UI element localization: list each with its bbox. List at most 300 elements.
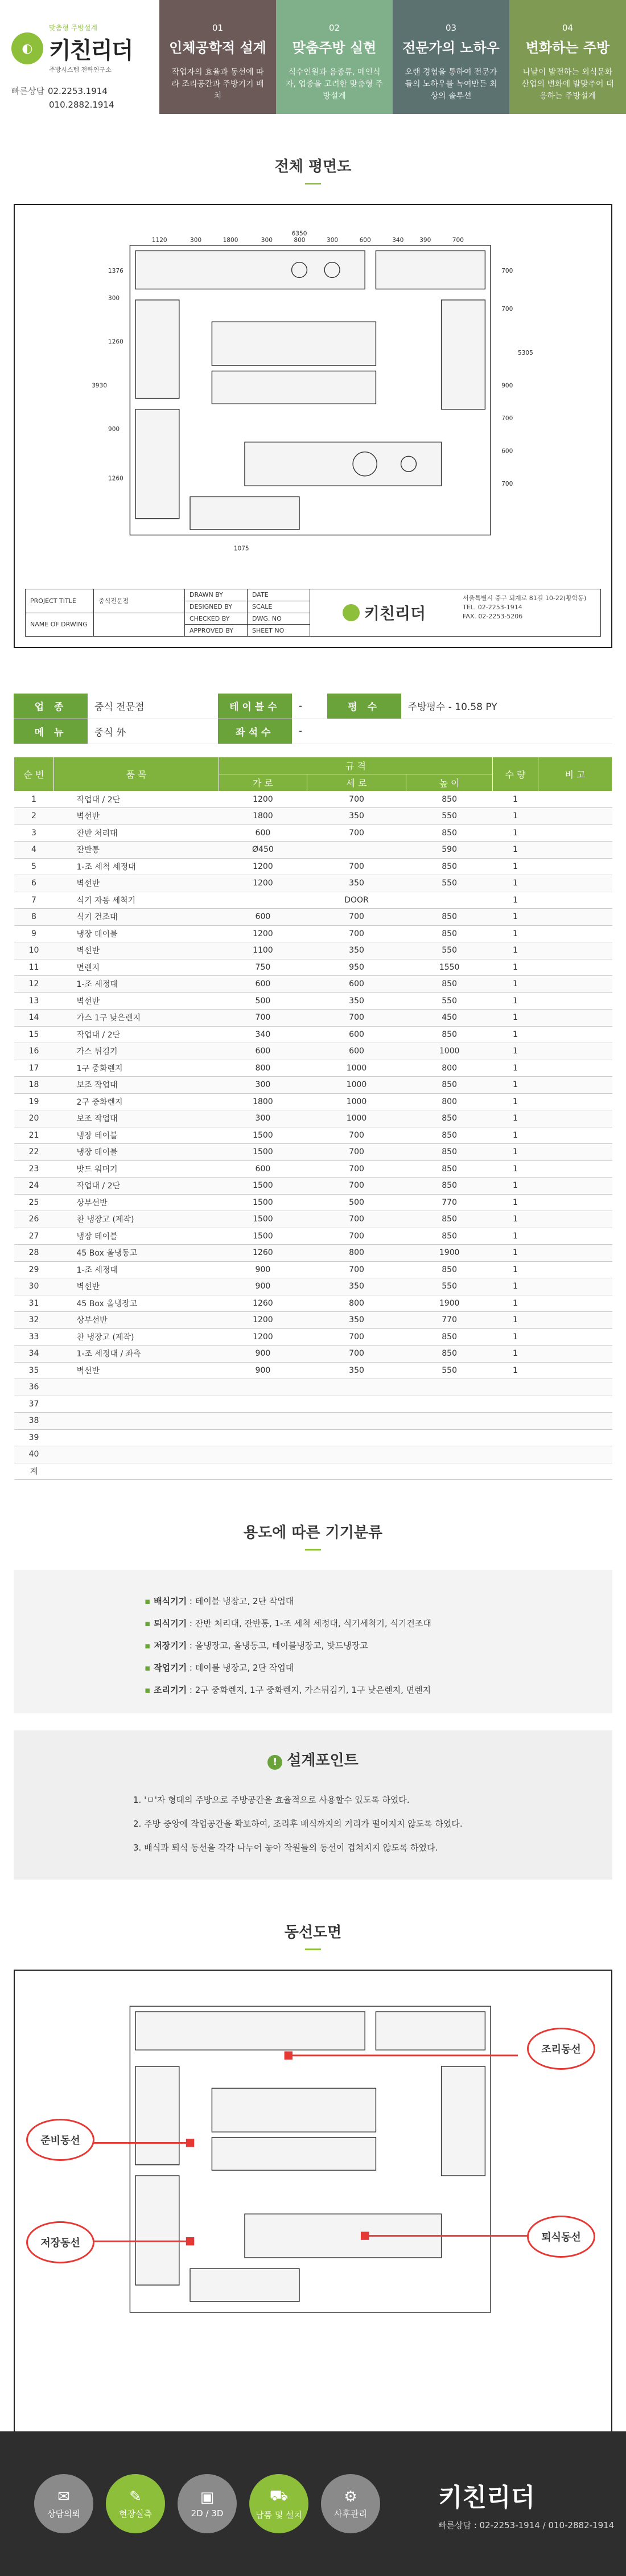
cell-height: 850 [406, 976, 493, 993]
exit-flow-tag: 퇴식동선 [527, 2216, 595, 2258]
cell-depth: 350 [307, 992, 406, 1010]
cell-note [538, 842, 612, 859]
cell-no: 16 [14, 1043, 54, 1060]
cell-name: 1-조 세정대 / 좌측 [54, 1346, 219, 1363]
flow-marker [187, 2140, 193, 2147]
phone-2[interactable]: 010.2882.1914 [49, 100, 114, 110]
cell-note [538, 1312, 612, 1329]
cell-qty: 1 [493, 875, 538, 892]
truck-icon: ⛟ [269, 2487, 289, 2504]
cell-depth [307, 1429, 406, 1446]
center-island-bottom [212, 371, 376, 404]
cell-note [538, 1463, 612, 1480]
cell-depth: 600 [307, 976, 406, 993]
cell-note [538, 942, 612, 959]
dim-left: 300 [108, 294, 120, 302]
chat-icon: ✉ [57, 2488, 70, 2505]
cell-width [219, 1463, 307, 1480]
usage-section-title: 용도에 따른 기기분류 [0, 1521, 626, 1550]
drawing-label: NAME OF DRWING [30, 621, 88, 629]
cell-height [406, 1446, 493, 1463]
cell-note [538, 1060, 612, 1077]
cell-width: 700 [219, 1010, 307, 1027]
cell-height: 1000 [406, 1043, 493, 1060]
dim-right: 700 [501, 267, 513, 274]
footer-measure[interactable] [106, 2474, 165, 2533]
cook-flow-tag: 조리동선 [527, 2028, 595, 2070]
usage-line [145, 1679, 612, 1701]
usage-label: 배식기기 [154, 1596, 187, 1606]
exclamation-icon: ! [267, 1755, 282, 1770]
cell-depth: 700 [307, 1328, 406, 1346]
cell-note [538, 1328, 612, 1346]
cell-no: 6 [14, 875, 54, 892]
cell-width: 800 [219, 1060, 307, 1077]
cell-depth: 350 [307, 875, 406, 892]
cell-no: 19 [14, 1093, 54, 1110]
step-title: 전문가의 노하우 [402, 40, 500, 56]
spec-body [14, 791, 612, 1480]
cell-note [538, 1261, 612, 1278]
cell-width: 750 [219, 959, 307, 976]
cell-name: 잔반통 [54, 842, 219, 859]
right-counter [442, 300, 485, 409]
cell-note [538, 1346, 612, 1363]
step-title: 맞춤주방 실현 [292, 40, 377, 56]
contact-info [11, 84, 148, 112]
cell-width: 600 [219, 825, 307, 842]
cell-note [538, 875, 612, 892]
cell-height [406, 1379, 493, 1396]
cell-note [538, 1228, 612, 1245]
step-title: 변화하는 주방 [525, 40, 610, 56]
brand-block [0, 0, 159, 114]
table-row [14, 1178, 612, 1195]
step-desc: 식수인원과 음종류, 메인식자, 업종을 고려한 맞춤형 주방설계 [285, 68, 383, 101]
cell-name: 가스 튀김기 [54, 1043, 219, 1060]
cell-depth [307, 842, 406, 859]
biz-value: 중식 전문점 [88, 694, 218, 719]
cell-depth: 700 [307, 1127, 406, 1144]
cell-height: 850 [406, 1077, 493, 1094]
cell-depth [307, 1446, 406, 1463]
cell-name: 냉장 테이블 [54, 1228, 219, 1245]
cell-no: 20 [14, 1110, 54, 1127]
designed-by: DESIGNED BY [185, 601, 247, 613]
plan-section-title: 전체 평면도 [0, 155, 626, 184]
dim-top: 300 [190, 237, 202, 244]
area-label: 평 수 [327, 694, 401, 719]
floor-plan-svg [26, 216, 600, 569]
flow-marker [187, 2238, 193, 2245]
cell-note [538, 1093, 612, 1110]
cell-qty: 1 [493, 791, 538, 808]
cell-name: 45 Box 올냉장고 [54, 1295, 219, 1312]
usage-text: : 잔반 처리대, 잔반통, 1-조 세척 세정대, 식기세척기, 식기건조대 [187, 1618, 431, 1629]
step-desc: 작업자의 효율과 동선에 따라 조리공간과 주방기기 배치 [171, 68, 264, 101]
cell-qty: 1 [493, 892, 538, 909]
cell-note [538, 1446, 612, 1463]
cell-depth: 700 [307, 825, 406, 842]
cell-width: 500 [219, 992, 307, 1010]
table-row [14, 959, 612, 976]
cell-qty: 1 [493, 909, 538, 926]
project-value: 중식전문점 [94, 589, 184, 613]
cell-name [54, 1429, 219, 1446]
cell-no: 12 [14, 976, 54, 993]
cell-name: 냉장 테이블 [54, 925, 219, 942]
left-storage [135, 409, 179, 519]
cell-no: 11 [14, 959, 54, 976]
table-label: 테이블수 [218, 694, 292, 719]
cell-qty: 1 [493, 1178, 538, 1195]
equipment-spec-table [14, 757, 612, 1480]
cell-width: 1500 [219, 1144, 307, 1161]
menu-value: 중식 外 [88, 719, 218, 744]
cell-qty: 1 [493, 1093, 538, 1110]
cell-width: 1500 [219, 1194, 307, 1211]
cell-depth: 800 [307, 1295, 406, 1312]
table-row [14, 1245, 612, 1262]
footer-consult[interactable] [34, 2474, 93, 2533]
footer-2d3d[interactable] [178, 2474, 237, 2533]
table-row [14, 1211, 612, 1228]
dim-right: 900 [501, 382, 513, 389]
table-row [14, 1060, 612, 1077]
cell-width: 1260 [219, 1245, 307, 1262]
cell-depth: 700 [307, 1346, 406, 1363]
cell-name: 45 Box 올냉동고 [54, 1245, 219, 1262]
bottom-counter [190, 497, 299, 530]
table-row [14, 1010, 612, 1027]
cell-height: 850 [406, 1261, 493, 1278]
cell-no: 22 [14, 1144, 54, 1161]
cell-note [538, 1211, 612, 1228]
dim-top: 300 [261, 237, 273, 244]
cell-width: 900 [219, 1261, 307, 1278]
cell-height: 550 [406, 808, 493, 825]
cell-height [406, 1429, 493, 1446]
cell-note [538, 1144, 612, 1161]
dim-left: 1260 [108, 338, 123, 346]
cell-depth: 700 [307, 909, 406, 926]
cell-depth: 700 [307, 925, 406, 942]
cell-note [538, 1396, 612, 1413]
title-block-logo [310, 589, 458, 636]
footer-aftercare[interactable] [321, 2474, 380, 2533]
cell-width [219, 1429, 307, 1446]
cell-qty [493, 1413, 538, 1430]
flow-svg [26, 1982, 600, 2369]
table-value: - [292, 694, 327, 719]
bullet-icon: ▪ [145, 1596, 151, 1606]
dim-bottom: 1075 [233, 545, 249, 552]
checked-by: CHECKED BY [185, 613, 247, 625]
cell-height: 850 [406, 1110, 493, 1127]
cell-height: 770 [406, 1194, 493, 1211]
area-value: 주방평수 - 10.58 PY [401, 694, 612, 719]
cell-depth: 350 [307, 1312, 406, 1329]
dim-top: 390 [419, 237, 431, 244]
step-desc: 나날이 발전하는 외식문화 산업의 변화에 발맞추어 대응하는 주방설계 [521, 68, 614, 101]
cell-qty: 1 [493, 1278, 538, 1295]
dim-right: 600 [501, 448, 513, 455]
footer-label: 납품 및 설치 [256, 2509, 302, 2520]
cell-qty: 1 [493, 925, 538, 942]
table-row [14, 1144, 612, 1161]
menu-label: 메 뉴 [14, 719, 88, 744]
cell-width: 1500 [219, 1127, 307, 1144]
cell-width: 1200 [219, 925, 307, 942]
cell-no: 30 [14, 1278, 54, 1295]
tel: TEL. 02-2253-1914 [463, 604, 522, 611]
cell-name: 2구 중화렌지 [54, 1093, 219, 1110]
cell-depth: 350 [307, 1362, 406, 1379]
cell-height: 850 [406, 1328, 493, 1346]
table-row [14, 1379, 612, 1396]
dim-right: 700 [501, 306, 513, 313]
cell-width: 1800 [219, 1093, 307, 1110]
table-row [14, 892, 612, 909]
cell-note [538, 959, 612, 976]
table-row [14, 1077, 612, 1094]
sheet-no-field: SHEET NO [252, 626, 285, 634]
cell-qty: 1 [493, 1010, 538, 1027]
cell-name: 밧드 워머기 [54, 1160, 219, 1178]
table-row [14, 1110, 612, 1127]
phone-1[interactable]: 02.2253.1914 [47, 86, 108, 96]
cell-qty [493, 1429, 538, 1446]
cell-no: 39 [14, 1429, 54, 1446]
cell-height [406, 1396, 493, 1413]
fax: FAX. 02-2253-5206 [463, 613, 523, 620]
cell-width [219, 1446, 307, 1463]
cell-width: 1200 [219, 791, 307, 808]
cell-qty: 1 [493, 1160, 538, 1178]
cell-height: 550 [406, 992, 493, 1010]
cell-qty: 1 [493, 1060, 538, 1077]
cell-width: Ø450 [219, 842, 307, 859]
flow-marker [361, 2233, 368, 2239]
usage-box [14, 1570, 612, 1713]
cell-depth: 350 [307, 942, 406, 959]
cell-height [406, 892, 493, 909]
cell-no: 9 [14, 925, 54, 942]
cube-icon: ▣ [200, 2489, 215, 2506]
footer-bar [0, 2431, 626, 2576]
step-2 [276, 0, 393, 114]
dim-top: 700 [452, 237, 464, 244]
header-depth: 세 로 [307, 774, 406, 791]
cell-note [538, 925, 612, 942]
table-row [14, 1194, 612, 1211]
cell-width: 1260 [219, 1295, 307, 1312]
cell-no: 10 [14, 942, 54, 959]
cell-name: 벽선반 [54, 1278, 219, 1295]
cell-depth [307, 1379, 406, 1396]
cell-no: 38 [14, 1413, 54, 1430]
cell-width: 1200 [219, 858, 307, 875]
cell-width: 900 [219, 1278, 307, 1295]
cell-note [538, 1077, 612, 1094]
header-height: 높 이 [406, 774, 493, 791]
dim-left: 3930 [92, 382, 108, 389]
cell-name: 상부선반 [54, 1312, 219, 1329]
title-block-address [458, 589, 600, 636]
cell-no: 27 [14, 1228, 54, 1245]
cell-depth: DOOR [307, 892, 406, 909]
table-row [14, 825, 612, 842]
cell-width: 300 [219, 1110, 307, 1127]
table-row [14, 1429, 612, 1446]
brand-name: 키친리더 [49, 38, 133, 64]
cell-name [54, 1446, 219, 1463]
bullet-icon: ▪ [145, 1663, 151, 1673]
cell-note [538, 1178, 612, 1195]
cell-no: 2 [14, 808, 54, 825]
footer-install[interactable] [249, 2474, 308, 2533]
cell-qty [493, 1379, 538, 1396]
logo-mark-icon: ◐ [11, 32, 43, 64]
cell-height: 1900 [406, 1295, 493, 1312]
table-row [14, 1312, 612, 1329]
cell-qty: 1 [493, 1077, 538, 1094]
cell-name: 식기 자동 세척기 [54, 892, 219, 909]
cell-no: 37 [14, 1396, 54, 1413]
cell-height: 550 [406, 1278, 493, 1295]
cell-note [538, 1160, 612, 1178]
dish-line [245, 442, 442, 486]
cell-name: 작업대 / 2단 [54, 791, 219, 808]
cell-qty [493, 1446, 538, 1463]
table-row [14, 808, 612, 825]
cell-note [538, 1110, 612, 1127]
project-label: PROJECT TITLE [26, 589, 93, 613]
cell-no: 25 [14, 1194, 54, 1211]
cell-depth: 800 [307, 1245, 406, 1262]
footer-contact[interactable]: 빠른상담 : 02-2253-1914 / 010-2882-1914 [438, 2520, 615, 2530]
footer-brand-name: 키친리더 [438, 2483, 536, 2512]
table-row [14, 1362, 612, 1379]
cell-depth: 700 [307, 1228, 406, 1245]
cell-height: 1550 [406, 959, 493, 976]
cell-width: 900 [219, 1362, 307, 1379]
cell-qty: 1 [493, 1211, 538, 1228]
cell-name: 냉장 테이블 [54, 1144, 219, 1161]
cell-note [538, 1127, 612, 1144]
brand-subtitle: 주방시스템 전략연구소 [49, 66, 112, 73]
biz-label: 업 종 [14, 694, 88, 719]
cell-width: 300 [219, 1077, 307, 1094]
table-row [14, 1446, 612, 1463]
cell-note [538, 1295, 612, 1312]
table-row [14, 1160, 612, 1178]
cell-no: 5 [14, 858, 54, 875]
logo-mark-icon [343, 604, 360, 621]
cell-qty: 1 [493, 1261, 538, 1278]
cell-height: 850 [406, 925, 493, 942]
cell-note [538, 1010, 612, 1027]
table-row [14, 875, 612, 892]
footer-label: 상담의뢰 [47, 2508, 80, 2519]
cell-qty: 1 [493, 842, 538, 859]
table-row [14, 1295, 612, 1312]
cell-qty: 1 [493, 992, 538, 1010]
table-row [14, 1328, 612, 1346]
cell-name: 식기 건조대 [54, 909, 219, 926]
cell-no: 31 [14, 1295, 54, 1312]
header-name: 품 목 [54, 757, 219, 791]
cell-name [54, 1413, 219, 1430]
cell-width: 1200 [219, 1328, 307, 1346]
cell-no: 28 [14, 1245, 54, 1262]
cell-name: 1-조 세척 세정대 [54, 858, 219, 875]
cell-note [538, 1362, 612, 1379]
cell-qty: 1 [493, 1043, 538, 1060]
cell-qty: 1 [493, 1110, 538, 1127]
brand-logo[interactable] [11, 23, 148, 74]
cell-depth [307, 1413, 406, 1430]
cell-note [538, 1194, 612, 1211]
dim-right: 700 [501, 481, 513, 488]
cell-height: 850 [406, 1178, 493, 1195]
seat-label: 좌석수 [218, 719, 292, 744]
table-row [14, 842, 612, 859]
cell-note [538, 1429, 612, 1446]
usage-label: 저장기기 [154, 1640, 187, 1651]
dim-left: 900 [108, 426, 120, 433]
cell-qty: 1 [493, 1312, 538, 1329]
range-bank [376, 251, 485, 289]
date-field: DATE [248, 589, 310, 601]
address: 서울특별시 중구 퇴계로 81길 10-22(황학동) [463, 594, 587, 602]
cell-width: 600 [219, 909, 307, 926]
scale-field: SCALE [248, 601, 310, 613]
cell-width: 600 [219, 1043, 307, 1060]
cell-note [538, 1026, 612, 1043]
header-no: 순 번 [14, 757, 54, 791]
cell-depth: 350 [307, 808, 406, 825]
cell-depth: 950 [307, 959, 406, 976]
cell-depth: 1000 [307, 1060, 406, 1077]
header-qty: 수 량 [493, 757, 538, 791]
cell-name: 1-조 세정대 [54, 1261, 219, 1278]
usage-label: 조리기기 [154, 1685, 187, 1695]
design-heading [14, 1749, 612, 1770]
usage-label: 작업기기 [154, 1663, 187, 1673]
cell-name: 1구 중화렌지 [54, 1060, 219, 1077]
table-row [14, 791, 612, 808]
cell-name: 벽선반 [54, 1362, 219, 1379]
cell-qty: 1 [493, 1228, 538, 1245]
cell-qty: 1 [493, 1295, 538, 1312]
cell-width: 1500 [219, 1211, 307, 1228]
cell-qty: 1 [493, 1127, 538, 1144]
cell-depth: 1000 [307, 1110, 406, 1127]
project-info-table [14, 694, 612, 744]
step-number: 03 [445, 23, 457, 33]
dim-right: 700 [501, 415, 513, 422]
cell-no: 7 [14, 892, 54, 909]
dim-top: 600 [359, 237, 371, 244]
cell-note [538, 791, 612, 808]
footer-label: 현장실측 [119, 2508, 152, 2519]
table-row [14, 909, 612, 926]
cell-no: 40 [14, 1446, 54, 1463]
usage-line [145, 1613, 612, 1635]
store-flow-tag: 저장동선 [26, 2221, 94, 2263]
cell-note [538, 1278, 612, 1295]
